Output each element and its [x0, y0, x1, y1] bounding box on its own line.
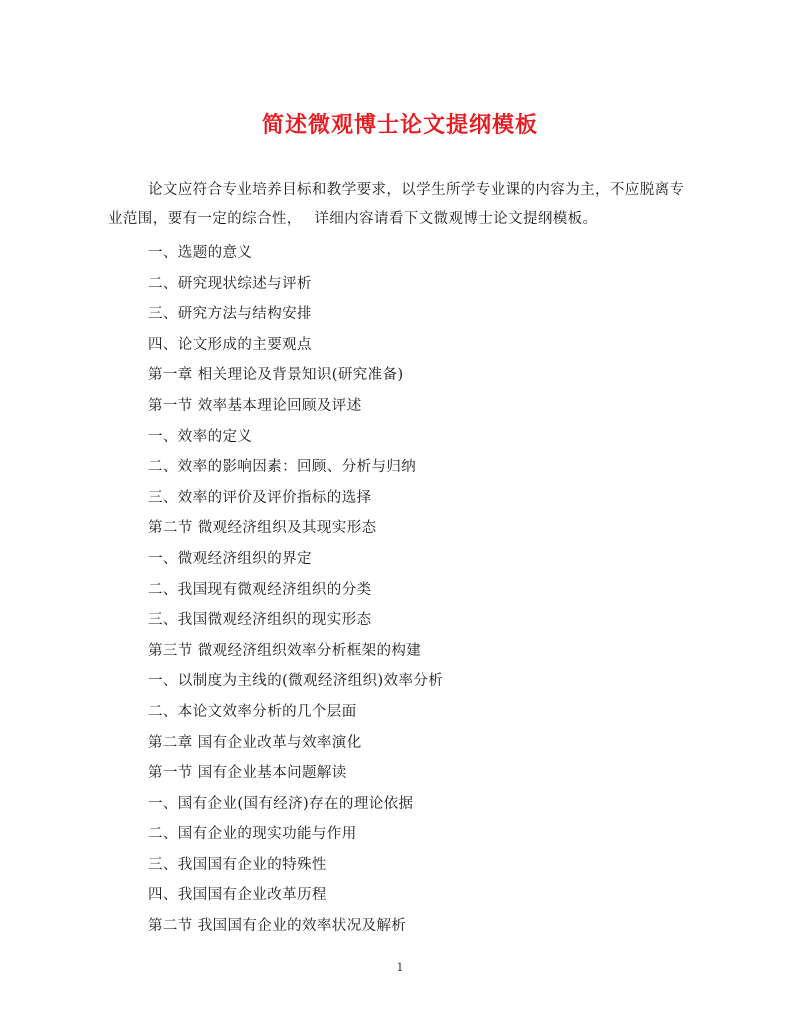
outline-item: 二、效率的影响因素：回顾、分析与归纳 [148, 459, 417, 476]
outline-item: 二、本论文效率分析的几个层面 [148, 703, 357, 720]
outline-item: 一、以制度为主线的(微观经济组织)效率分析 [148, 673, 444, 690]
outline-item: 第一节 国有企业基本问题解读 [148, 765, 347, 782]
page-number: 1 [396, 961, 404, 974]
intro-paragraph: 论文应符合专业培养目标和教学要求，以学生所学专业课的内容为主，不应脱离专业范围，要有一定的综合性， 详细内容请看下文微观博士论文提纲模板。 [108, 182, 685, 227]
outline-item: 一、选题的意义 [148, 245, 253, 261]
outline-item: 二、我国现有微观经济组织的分类 [148, 581, 372, 598]
outline-item: 三、我国微观经济组织的现实形态 [148, 612, 372, 629]
outline-list [148, 238, 443, 942]
outline-item: 二、国有企业的现实功能与作用 [148, 826, 357, 843]
outline-item: 第二章 国有企业改革与效率演化 [148, 734, 362, 751]
outline-item: 三、我国国有企业的特殊性 [148, 856, 327, 873]
outline-item: 一、国有企业(国有经济)存在的理论依据 [148, 795, 414, 812]
outline-item: 一、效率的定义 [148, 428, 253, 445]
outline-item: 二、研究现状综述与评析 [148, 275, 312, 292]
outline-item: 三、效率的评价及评价指标的选择 [148, 489, 372, 506]
outline-item: 第三节 微观经济组织效率分析框架的构建 [148, 642, 422, 659]
outline-item: 三、研究方法与结构安排 [148, 306, 312, 323]
outline-item: 一、微观经济组织的界定 [148, 550, 312, 567]
outline-item: 第二节 微观经济组织及其现实形态 [148, 520, 377, 537]
outline-item: 四、我国国有企业改革历程 [148, 887, 327, 904]
outline-item: 四、论文形成的主要观点 [148, 336, 312, 353]
outline-item: 第一章 相关理论及背景知识(研究准备) [148, 367, 404, 384]
outline-item: 第二节 我国国有企业的效率状况及解析 [148, 918, 407, 935]
document-title: 简述微观博士论文提纲模板 [261, 112, 538, 138]
outline-item: 第一节 效率基本理论回顾及评述 [148, 397, 362, 414]
